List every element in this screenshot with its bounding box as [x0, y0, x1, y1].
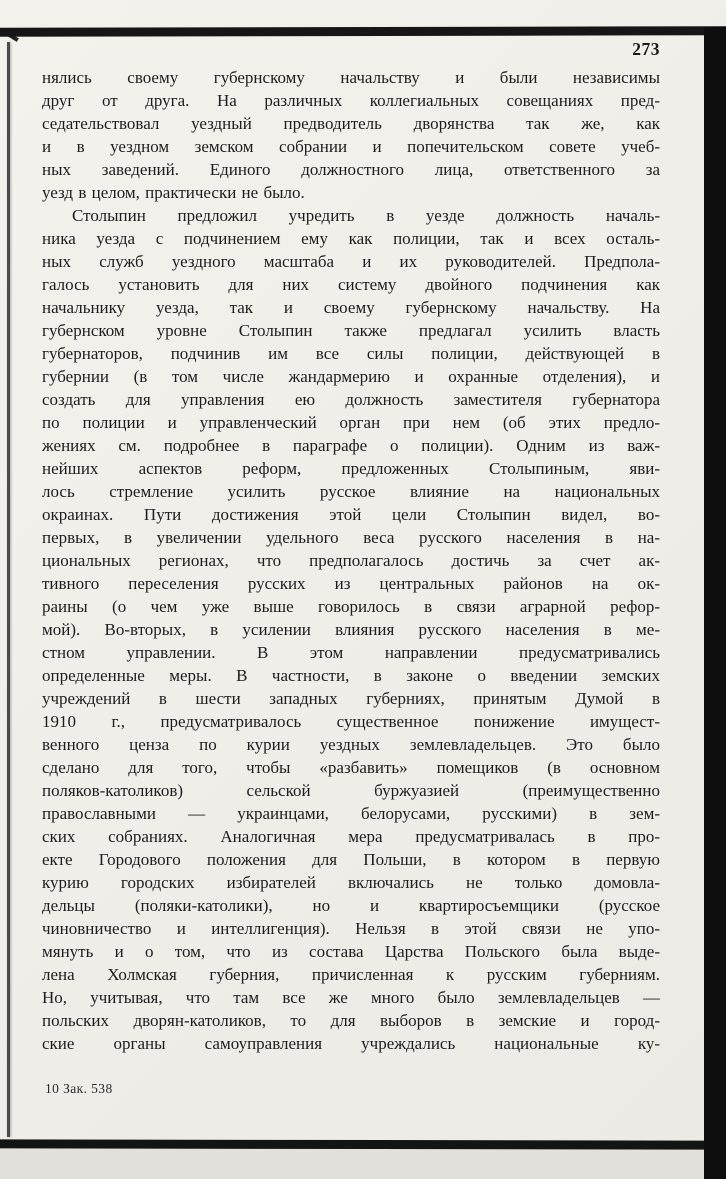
text-line: друг от друга. На различных коллегиальных совещаниях пред- — [42, 91, 660, 110]
text-line: губернском уровне Столыпин также предлагал усилить власть — [42, 321, 660, 340]
text-line: учреждений в шести западных губерниях, принятым Думой в — [42, 689, 660, 708]
text-line: нялись своему губернскому начальству и были независимы — [42, 68, 660, 87]
page-number: 273 — [632, 39, 660, 59]
scan-border-left — [7, 42, 10, 1137]
text-line: губернаторов, подчинив им все силы полиции, действующей в — [42, 344, 660, 363]
text-line: уезд в целом, практически не было. — [42, 183, 305, 202]
text-line: галось установить для них систему двойного подчинения как — [42, 275, 660, 294]
text-line: дельцы (поляки-католики), но и квартиросъемщики (русское — [42, 896, 660, 915]
scan-border-right — [704, 27, 726, 1179]
text-line: определенные меры. В частности, в законе о введении земских — [42, 666, 660, 685]
text-line: курию городских избирателей включались не только домовла- — [42, 873, 660, 892]
text-line: ские органы самоуправления учреждались национальные ку- — [42, 1034, 660, 1053]
scan-bottom-margin — [0, 1149, 704, 1179]
page-body — [42, 66, 660, 1055]
scan-border-bottom — [0, 1139, 706, 1149]
text-line: тивного переселения русских из центральных районов на ок- — [42, 574, 660, 593]
text-line: лена Холмская губерния, причисленная к русским губерниям. — [42, 965, 660, 984]
text-line: нейших аспектов реформ, предложенных Столыпиным, яви- — [42, 459, 660, 478]
printer-signature: 10 Зак. 538 — [45, 1081, 113, 1096]
text-line: жениях см. подробнее в параграфе о полиции). Одним из важ- — [42, 436, 660, 455]
text-line: польских дворян-католиков, то для выборов в земские и город- — [42, 1011, 660, 1030]
text-line: венного ценза по курии уездных землевладельцев. Это было — [42, 735, 660, 754]
text-line: раины (о чем уже выше говорилось в связи аграрной рефор- — [42, 597, 660, 616]
text-line: лось стремление усилить русское влияние на национальных — [42, 482, 660, 501]
text-line: православными — украинцами, белорусами, русскими) в зем- — [42, 804, 660, 823]
text-line: Столыпин предложил учредить в уезде должность началь- — [72, 206, 660, 225]
text-line: создать для управления ею должность заместителя губернатора — [42, 390, 660, 409]
text-line: 1910 г., предусматривалось существенное понижение имущест- — [42, 712, 660, 731]
text-line: начальнику уезда, так и своему губернскому начальству. На — [42, 298, 660, 317]
text-line: окраинах. Пути достижения этой цели Столыпин видел, во- — [42, 505, 660, 524]
text-line: губернии (в том числе жандармерию и охранные отделения), и — [42, 367, 660, 386]
text-line: поляков-католиков) сельской буржуазией (преимущественно — [42, 781, 660, 800]
text-line: чиновничество и интеллигенция). Нельзя в этой связи не упо- — [42, 919, 660, 938]
text-line: мянуть и о том, что из состава Царства Польского была выде- — [42, 942, 660, 961]
text-line: стном управлении. В этом направлении предусматривались — [42, 643, 660, 662]
text-line: екте Городового положения для Польши, в котором в первую — [42, 850, 660, 869]
text-line: мой). Во-вторых, в усилении влияния русского населения в ме- — [42, 620, 660, 639]
text-line: ных заведений. Единого должностного лица, ответственного за — [42, 160, 660, 179]
text-line: сделано для того, чтобы «разбавить» помещиков (в основном — [42, 758, 660, 777]
scan-border-top — [0, 26, 726, 37]
text-line: первых, в увеличении удельного веса русского населения в на- — [42, 528, 660, 547]
text-line: и в уездном земском собрании и попечительском совете учеб- — [42, 137, 660, 156]
text-line: циональных регионах, что предполагалось достичь за счет ак- — [42, 551, 660, 570]
text-line: ника уезда с подчинением ему как полиции, так и всех осталь- — [42, 229, 660, 248]
text-line: седательствовал уездный предводитель дворянства так же, как — [42, 114, 660, 133]
text-line: Но, учитывая, что там все же много было землевладельцев — — [42, 988, 660, 1007]
text-line: по полиции и управленческий орган при нем (об этих предло- — [42, 413, 660, 432]
text-line: ных служб уездного масштаба и их руководителей. Предпола- — [42, 252, 660, 271]
text-line: ских собраниях. Аналогичная мера предусматривалась в про- — [42, 827, 660, 846]
